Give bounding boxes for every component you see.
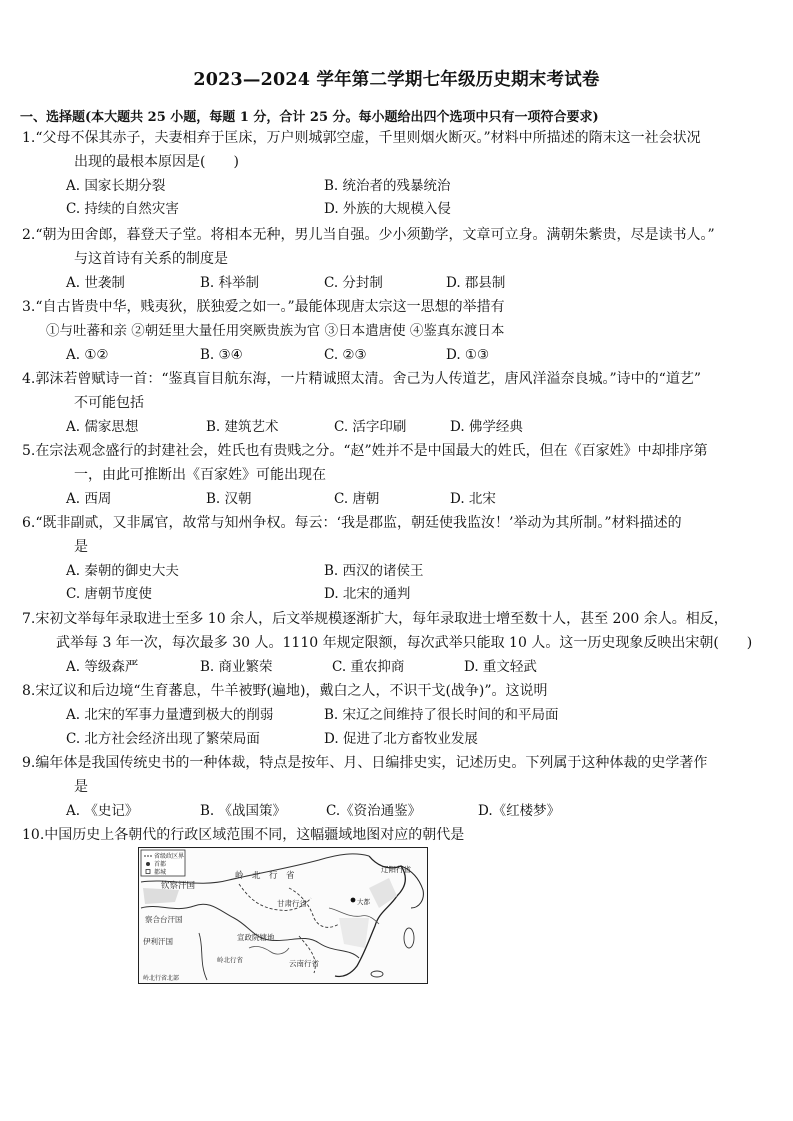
options-row — [22, 583, 780, 607]
map-island — [404, 928, 414, 948]
options-row — [22, 728, 780, 752]
map-boundary-line — [141, 904, 359, 958]
question-stem: 1.“父母不保其赤子，夫妻相弃于匡床，万户则城郭空虚，千里则烟火断灭。”材料中所描述的隋末这一社会状况 — [22, 130, 701, 146]
options-row — [22, 175, 780, 199]
question-stem: 7.宋初文举每年录取进士至多 10 余人，后文举规模逐渐扩大，每年录取进士增至数十人，甚至 200 余人。相反， — [22, 611, 728, 627]
legend-item: 都城 — [154, 869, 167, 876]
question-sub-items: ①与吐蕃和亲 ②朝廷里大量任用突厥贵族为官 ③日本遣唐使 ④鉴真东渡日本 — [46, 322, 505, 339]
options-row — [22, 344, 780, 368]
option-d[interactable]: D. ①③ — [446, 346, 490, 363]
option-b[interactable]: B. 科举制 — [200, 274, 260, 291]
option-d[interactable]: D.《红楼梦》 — [478, 802, 561, 819]
map-label: 岭北行省北部 — [143, 975, 180, 982]
options-row — [22, 704, 780, 728]
option-a[interactable]: A. 国家长期分裂 — [66, 177, 166, 194]
option-a[interactable]: A. 世袭制 — [66, 274, 125, 291]
options-row — [22, 800, 780, 824]
option-a[interactable]: A. 《史记》 — [66, 802, 139, 819]
map-label: 甘肃行省 — [277, 899, 307, 908]
question-2 — [22, 224, 780, 295]
question-stem-continued: 是 — [74, 778, 88, 795]
map-coastline — [335, 856, 405, 977]
option-c[interactable]: C. 唐朝 — [334, 490, 380, 507]
option-a[interactable]: A. ①② — [66, 346, 109, 363]
option-c[interactable]: C. 北方社会经济出现了繁荣局面 — [66, 730, 260, 747]
option-a[interactable]: A. 秦朝的御史大夫 — [66, 562, 179, 579]
option-b[interactable]: B. 西汉的诸侯王 — [324, 562, 424, 579]
legend-capital-symbol — [146, 862, 150, 866]
question-5 — [22, 440, 780, 511]
option-c[interactable]: C. 分封制 — [324, 274, 383, 291]
map-label: 岭 北 行 省 — [235, 871, 295, 881]
option-d[interactable]: D. 重文轻武 — [464, 658, 537, 675]
option-b[interactable]: B. 商业繁荣 — [200, 658, 273, 675]
question-stem-continued: 是 — [74, 538, 88, 555]
map-label: 伊利汗国 — [143, 937, 173, 946]
map-river — [249, 946, 289, 954]
question-stem: 5.在宗法观念盛行的封建社会，姓氏也有贵贱之分。“赵”姓并不是中国最大的姓氏，但在《百家姓》中却排序第 — [22, 443, 708, 459]
map-drawing — [139, 848, 427, 983]
map-label: 大都 — [357, 898, 370, 906]
map-boundary-line — [199, 933, 207, 980]
question-4 — [22, 368, 780, 439]
option-c[interactable]: C.《资治通鉴》 — [326, 802, 422, 819]
question-3 — [22, 296, 780, 367]
option-a[interactable]: A. 西周 — [66, 490, 112, 507]
options-row — [22, 198, 780, 222]
map-label: 钦察汗国 — [161, 881, 196, 891]
question-stem: 8.宋辽议和后边境“生育蕃息，牛羊被野(遍地)，戴白之人，不识干戈(战争)”。这说明 — [22, 683, 548, 699]
option-b[interactable]: B. 建筑艺术 — [206, 418, 279, 435]
territory-map — [138, 847, 428, 984]
option-c[interactable]: C. 重农抑商 — [332, 658, 405, 675]
option-d[interactable]: D. 北宋 — [450, 490, 496, 507]
map-label: 宣政院辖地 — [237, 933, 275, 942]
legend-item: 省级政区界 — [154, 853, 185, 860]
question-stem-continued: 与这首诗有关系的制度是 — [74, 250, 228, 267]
option-c[interactable]: C. ②③ — [324, 346, 367, 363]
option-d[interactable]: D. 佛学经典 — [450, 418, 523, 435]
map-island — [371, 971, 383, 977]
map-label: 辽阳行省 — [381, 865, 411, 874]
question-stem: 4.郭沫若曾赋诗一首：“鉴真盲目航东海，一片精诚照太清。舍己为人传道艺，唐风洋溢奈良城。”诗中的“道艺” — [22, 371, 701, 387]
option-b[interactable]: B. 汉朝 — [206, 490, 252, 507]
question-10 — [22, 824, 780, 848]
options-row — [22, 656, 780, 680]
option-a[interactable]: A. 等级森严 — [66, 658, 139, 675]
question-stem: 10.中国历史上各朝代的行政区域范围不同，这幅疆域地图对应的朝代是 — [22, 827, 465, 843]
section-heading: 一、选择题(本大题共 25 小题，每题 1 分，合计 25 分。每小题给出四个选项中只有一项符合要求) — [20, 110, 599, 125]
map-shaded-region — [369, 878, 397, 908]
map-label: 云南行省 — [289, 959, 319, 968]
question-stem-continued: 一，由此可推断出《百家姓》可能出现在 — [74, 466, 326, 483]
map-shaded-region — [339, 918, 369, 948]
options-row — [22, 488, 780, 512]
option-a[interactable]: A. 儒家思想 — [66, 418, 139, 435]
page-title: 2023—2024 学年第二学期七年级历史期末考试卷 — [193, 70, 600, 90]
question-stem: 3.“自古皆贵中华，贱夷狄，朕独爱之如一。”最能体现唐太宗这一思想的举措有 — [22, 299, 505, 315]
question-stem: 9.编年体是我国传统史书的一种体裁，特点是按年、月、日编排史实，记述历史。下列属于这种体裁的史学著作 — [22, 755, 708, 771]
question-stem-continued: 出现的最根本原因是( ) — [74, 153, 239, 170]
question-stem-continued: 不可能包括 — [74, 394, 144, 411]
question-9 — [22, 752, 780, 823]
option-b[interactable]: B. 宋辽之间维持了很长时间的和平局面 — [324, 706, 559, 723]
map-label: 岭北行省 — [217, 956, 243, 964]
option-d[interactable]: D. 北宋的通判 — [324, 586, 411, 603]
option-b[interactable]: B. 《战国策》 — [200, 802, 287, 819]
option-d[interactable]: D. 外族的大规模入侵 — [324, 201, 451, 218]
question-1 — [22, 127, 780, 222]
option-b[interactable]: B. 统治者的残暴统治 — [324, 177, 451, 194]
options-row — [22, 272, 780, 296]
option-b[interactable]: B. ③④ — [200, 346, 243, 363]
question-7 — [22, 608, 780, 679]
legend-item: 首都 — [154, 861, 167, 868]
question-stem-continued: 武举每 3 年一次，每次最多 30 人。1110 年规定限额，每次武举只能取 10 人。这一历史现象反映出宋朝( ) — [56, 634, 753, 651]
question-8 — [22, 680, 780, 751]
question-6 — [22, 512, 780, 607]
options-row — [22, 560, 780, 584]
question-stem: 2.“朝为田舍郎，暮登天子堂。将相本无种，男儿当自强。少小须勤学，文章可立身。满朝朱紫贵，尽是读书人。” — [22, 227, 715, 243]
question-stem: 6.“既非副贰，又非属官，故常与知州争权。每云：‘我是郡监，朝廷使我监汝！’举动为其所制。”材料描述的 — [22, 515, 682, 531]
map-label: 察合台汗国 — [145, 915, 183, 924]
option-c[interactable]: C. 活字印刷 — [334, 418, 407, 435]
option-c[interactable]: C. 持续的自然灾害 — [66, 201, 179, 218]
options-row — [22, 416, 780, 440]
option-a[interactable]: A. 北宋的军事力量遭到极大的削弱 — [66, 706, 274, 723]
option-d[interactable]: D. 郡县制 — [446, 274, 506, 291]
option-d[interactable]: D. 促进了北方畜牧业发展 — [324, 730, 478, 747]
option-c[interactable]: C. 唐朝节度使 — [66, 586, 152, 603]
capital-marker — [351, 898, 356, 903]
